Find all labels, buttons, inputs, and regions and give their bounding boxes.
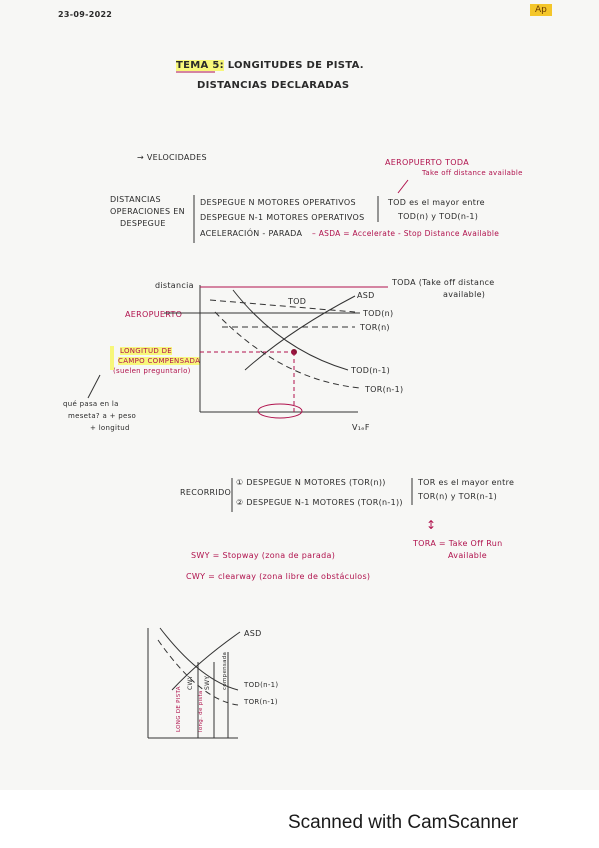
distancias-label-2: OPERACIONES EN xyxy=(110,207,185,216)
graph2-asd: ASD xyxy=(244,629,262,638)
graph1-xlabel: V₁ₑF xyxy=(352,423,370,432)
recorrido-label: RECORRIDO xyxy=(180,488,232,497)
tor-note-2: TOR(n) y TOR(n-1) xyxy=(418,492,498,501)
graph2-todn1: TOD(n-1) xyxy=(244,681,279,689)
graph1-toda: TODA (Take off distance xyxy=(392,278,495,287)
tor-note-1: TOR es el mayor entre xyxy=(418,478,515,487)
graph1-todn1-curve xyxy=(233,290,348,370)
side-note-arrow xyxy=(88,375,100,398)
tora-arrow: ↕ xyxy=(426,518,437,532)
tora-note-1: TORA = Take Off Run xyxy=(413,539,503,548)
graph2-cwy: CWY xyxy=(187,675,194,690)
tema-text: LONGITUDES DE PISTA. xyxy=(227,60,364,71)
longitud-1: LONGITUD DE xyxy=(120,347,173,355)
graph1-torn1: TOR(n-1) xyxy=(365,385,404,394)
graph1-torn1-curve xyxy=(215,312,360,388)
aeropuerto-arrow xyxy=(398,180,408,193)
velocidades: → VELOCIDADES xyxy=(137,153,207,162)
graph1-toda-2: available) xyxy=(443,290,486,299)
swy-def: SWY = Stopway (zona de parada) xyxy=(191,551,336,560)
graph2-torn1: TOR(n-1) xyxy=(244,698,278,706)
subtitle: DISTANCIAS DECLARADAS xyxy=(197,80,350,91)
side-note-2: meseta? a + peso xyxy=(68,412,137,420)
longitud-3: (suelen preguntarlo) xyxy=(113,367,191,375)
graph2-runway: LONG DE PISTA xyxy=(176,686,182,732)
aeropuerto-note: AEROPUERTO TODA xyxy=(385,158,469,167)
footer-watermark: Scanned with CamScanner xyxy=(288,812,519,833)
graph1-todn: TOD(n) xyxy=(363,309,394,318)
graph1-todn-line xyxy=(210,300,355,312)
distancia-item-1: DESPEGUE N MOTORES OPERATIVOS xyxy=(200,198,356,207)
side-note-3: + longitud xyxy=(90,424,130,432)
graph1-asd: ASD xyxy=(357,291,375,300)
tod-note-1: TOD es el mayor entre xyxy=(388,198,485,207)
longitud-2: CAMPO COMPENSADA xyxy=(118,357,201,365)
recorrido-item-1: ① DESPEGUE N MOTORES (TOR(n)) xyxy=(236,478,386,487)
asda-note: – ASDA = Accelerate - Stop Distance Available xyxy=(312,229,500,238)
app-badge: Ap xyxy=(530,4,552,16)
graph1-aeropuerto: AEROPUERTO xyxy=(125,310,183,319)
tema-label: TEMA 5: xyxy=(176,60,224,71)
graph2-longpista: long. de pista xyxy=(198,690,204,732)
graph1-tod: TOD xyxy=(288,297,307,306)
distancias-label-3: DESPEGUE xyxy=(120,219,166,228)
graph2-compensada: compensada xyxy=(222,651,228,690)
distancias-label-1: DISTANCIAS xyxy=(110,195,161,204)
graph1-todn1: TOD(n-1) xyxy=(351,366,391,375)
tora-note-2: Available xyxy=(448,551,487,560)
graph1-oval xyxy=(258,404,302,418)
date: 23-09-2022 xyxy=(58,10,113,19)
tod-note-2: TOD(n) y TOD(n-1) xyxy=(398,212,479,221)
graph1-torn: TOR(n) xyxy=(360,323,390,332)
distancia-item-2: DESPEGUE N-1 MOTORES OPERATIVOS xyxy=(200,213,365,222)
distancia-item-3: ACELERACIÓN - PARADA xyxy=(200,229,303,238)
graph2-swy: SWY xyxy=(204,675,211,690)
graph1-ylabel: distancia xyxy=(155,281,194,290)
aeropuerto-note-2: Take off distance available xyxy=(422,169,523,177)
recorrido-item-2: ② DESPEGUE N-1 MOTORES (TOR(n-1)) xyxy=(236,498,403,507)
side-note-1: qué pasa en la xyxy=(63,400,119,408)
cwy-def: CWY = clearway (zona libre de obstáculos) xyxy=(186,572,371,581)
graph2-asd-curve xyxy=(172,632,240,690)
